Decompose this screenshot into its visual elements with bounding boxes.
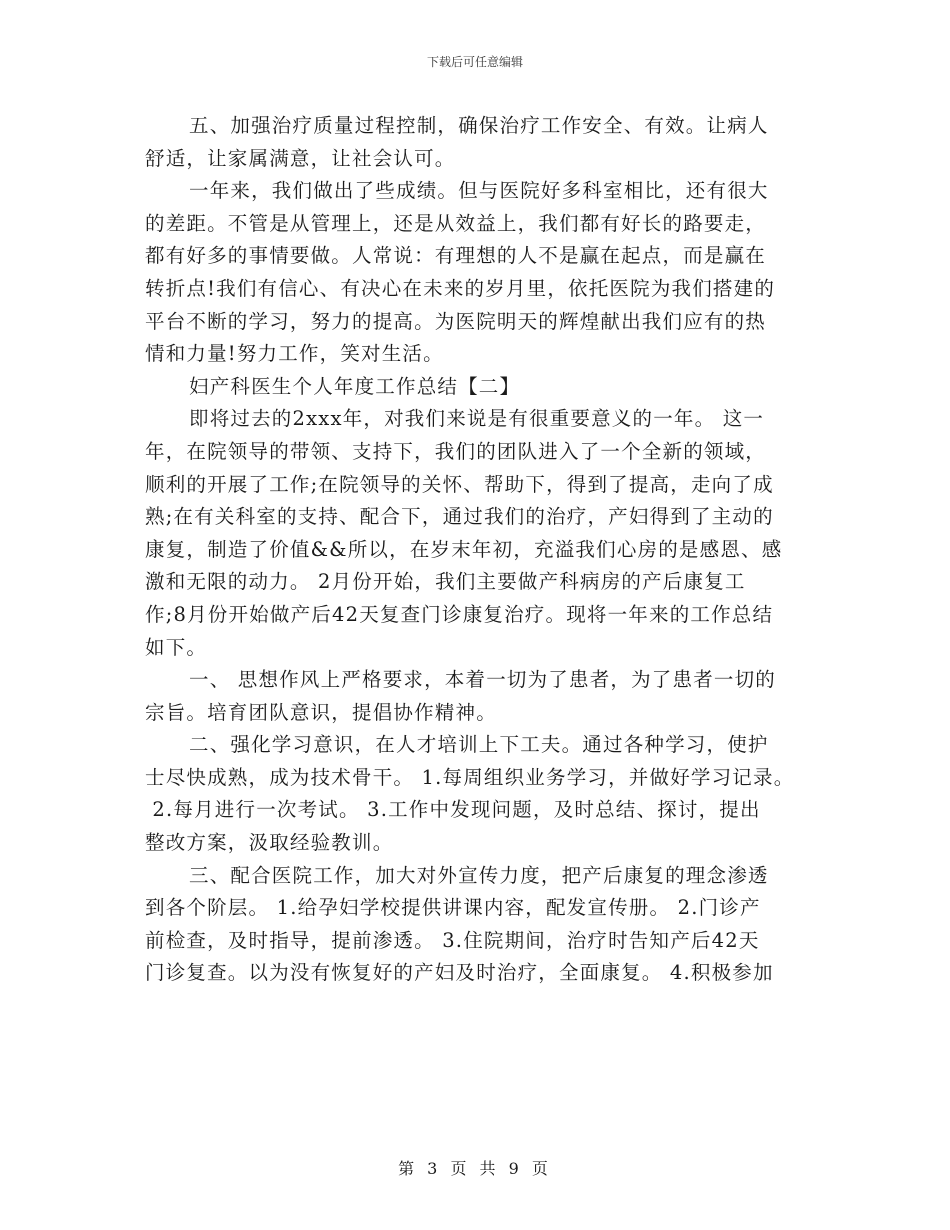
text-line: 一、 思想作风上严格要求，本着一切为了患者，为了患者一切的	[189, 668, 776, 692]
text-line: 即将过去的2xxx年，对我们来说是有很重要意义的一年。 这一	[189, 407, 765, 431]
text-line: 宗旨。培育团队意识，提倡协作精神。	[145, 700, 497, 724]
text-line: 如下。	[145, 635, 208, 659]
text-line: 作;8月份开始做产后42天复查门诊康复治疗。现将一年来的工作总结	[145, 602, 774, 626]
text-line: 舒适，让家属满意，让社会认可。	[145, 146, 456, 170]
document-body	[145, 110, 825, 990]
text-line: 五、加强治疗质量过程控制，确保治疗工作安全、有效。让病人	[189, 114, 769, 137]
text-line: 前检查，及时指导，提前渗透。 3.住院期间，治疗时告知产后42天	[145, 928, 760, 952]
text-line: 士尽快成熟，成为技术骨干。 1.每周组织业务学习，并做好学习记录。	[145, 765, 795, 789]
text-line: 2.每月进行一次考试。 3.工作中发现问题，及时总结、探讨，提出	[145, 798, 761, 822]
text-line: 二、强化学习意识，在人才培训上下工夫。通过各种学习，使护	[189, 733, 769, 757]
text-line: 顺利的开展了工作;在院领导的关怀、帮助下，得到了提高，走向了成	[145, 472, 774, 496]
text-line: 转折点!我们有信心、有决心在未来的岁月里，依托医院为我们搭建的	[145, 276, 776, 300]
text-line: 的差距。不管是从管理上，还是从效益上，我们都有好长的路要走，	[145, 211, 767, 235]
text-line: 三、配合医院工作，加大对外宣传力度，把产后康复的理念渗透	[189, 863, 769, 887]
text-line: 情和力量!努力工作，笑对生活。	[145, 342, 444, 366]
page-header: 下载后可任意编辑	[426, 55, 523, 69]
text-line: 都有好多的事情要做。人常说：有理想的人不是赢在起点，而是赢在	[145, 244, 767, 268]
text-line: 一年来，我们做出了些成绩。但与医院好多科室相比，还有很大	[189, 179, 769, 203]
text-line: 年，在院领导的带领、支持下，我们的团队进入了一个全新的领域，	[145, 439, 767, 463]
text-line: 激和无限的动力。 2月份开始，我们主要做产科病房的产后康复工	[145, 570, 746, 594]
text-line: 到各个阶层。 1.给孕妇学校提供讲课内容，配发宣传册。 2.门诊产	[145, 896, 761, 920]
page-number-footer: 第 3 页 共 9 页	[398, 1159, 552, 1178]
text-line: 平台不断的学习，努力的提高。为医院明天的辉煌献出我们应有的热	[145, 309, 767, 333]
text-line: 门诊复查。以为没有恢复好的产妇及时治疗，全面康复。 4.积极参加	[145, 961, 774, 985]
text-line: 熟;在有关科室的支持、配合下，通过我们的治疗，产妇得到了主动的	[145, 505, 774, 529]
section-heading: 妇产科医生个人年度工作总结【二】	[189, 374, 521, 398]
text-line: 康复，制造了价值&&所以，在岁末年初，充溢我们心房的是感恩、感	[145, 537, 783, 561]
text-line: 整改方案，汲取经验教训。	[145, 831, 394, 855]
